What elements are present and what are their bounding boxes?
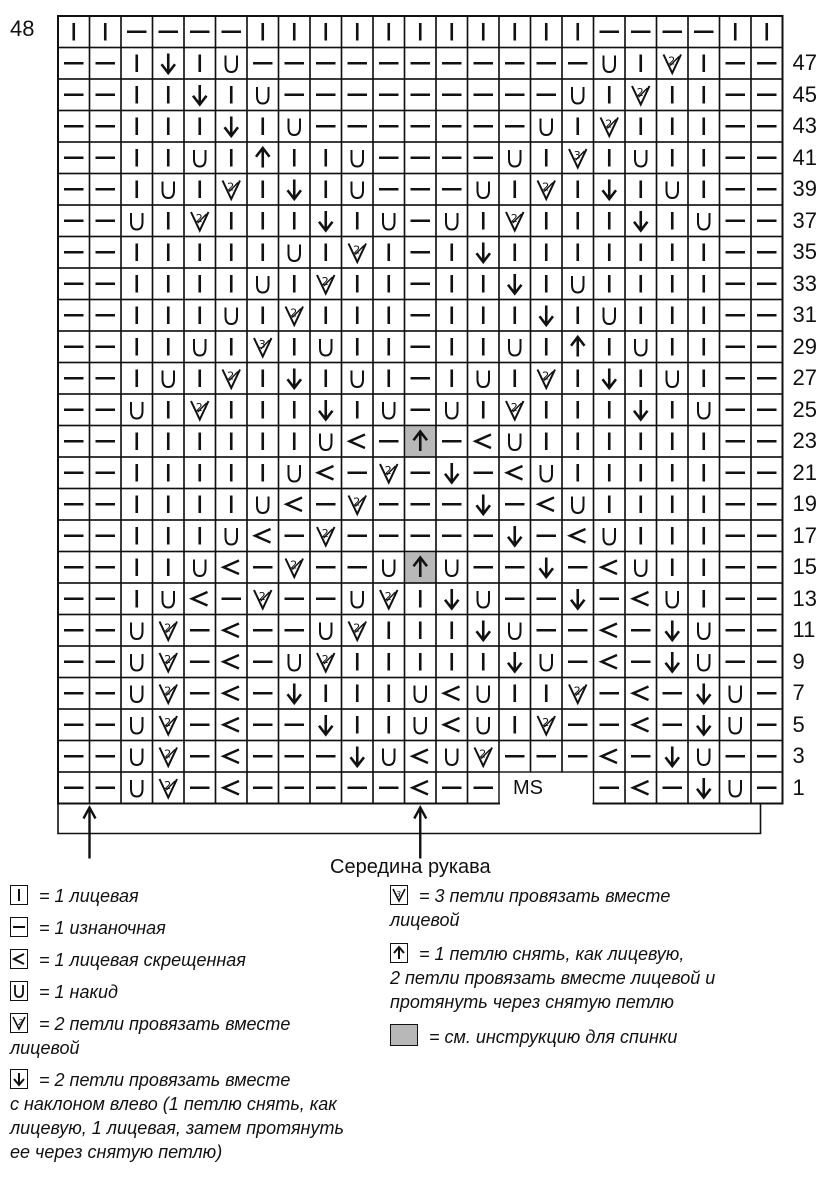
legend-knit	[10, 884, 139, 908]
row-label: 19	[792, 491, 817, 517]
legend-yo	[10, 980, 118, 1004]
svg-text:3: 3	[258, 338, 266, 351]
legend-ssk-cont-2	[10, 1116, 344, 1140]
sk2p-icon	[390, 943, 408, 963]
legend-ssk-text-4: ее через снятую петлю)	[10, 1142, 223, 1162]
ssk-icon	[10, 1069, 28, 1089]
svg-text:2: 2	[605, 117, 613, 131]
svg-text:2: 2	[164, 747, 172, 761]
svg-text:3: 3	[396, 890, 402, 899]
svg-text:2: 2	[479, 747, 487, 761]
svg-text:2: 2	[18, 1018, 24, 1027]
legend-ssk-text-1: = 2 петли провязать вместе	[39, 1070, 291, 1090]
chart-cell	[405, 552, 437, 584]
svg-text:2: 2	[164, 621, 172, 635]
row-label: 27	[792, 365, 817, 391]
row-label: 17	[792, 522, 817, 548]
svg-text:2: 2	[542, 369, 550, 383]
legend-ssk-cont-3	[10, 1140, 222, 1164]
k3tog-icon	[390, 885, 408, 905]
row-label: 13	[792, 585, 817, 611]
legend-gray	[390, 1024, 677, 1049]
svg-text:2: 2	[636, 86, 644, 99]
svg-text:2: 2	[195, 401, 203, 414]
legend-gray-text: = см. инструкцию для спинки	[429, 1027, 678, 1047]
svg-text:2: 2	[290, 306, 298, 320]
row-label: 25	[792, 396, 817, 422]
row-label-48: 48	[10, 16, 35, 41]
row-label: 39	[792, 176, 817, 202]
yarn-over-icon	[10, 981, 28, 1001]
legend-sk2p-text-1: = 1 петлю снять, как лицевую,	[419, 944, 685, 964]
svg-text:2: 2	[573, 684, 581, 698]
svg-text:2: 2	[668, 54, 676, 68]
row-label: 35	[792, 239, 817, 265]
legend-sk2p-cont-1	[390, 966, 715, 990]
legend-knit-text: = 1 лицевая	[39, 886, 139, 906]
row-label: 37	[792, 207, 817, 233]
svg-text:2: 2	[321, 275, 329, 288]
purl-icon	[10, 917, 28, 937]
row-label: 43	[792, 113, 817, 139]
legend-ssk	[10, 1068, 290, 1092]
svg-text:2: 2	[321, 653, 329, 666]
chart-cell	[405, 426, 437, 458]
svg-text:2: 2	[353, 243, 361, 257]
legend-purl-text: = 1 изнаночная	[39, 918, 166, 938]
row-label: 41	[792, 144, 817, 170]
legend-k2tog-text-2: лицевой	[10, 1038, 80, 1058]
row-label: 7	[792, 680, 805, 706]
svg-text:2: 2	[384, 590, 392, 603]
row-label: 1	[792, 774, 805, 800]
ms-label: MS	[513, 777, 543, 799]
svg-text:2: 2	[290, 558, 298, 572]
svg-text:2: 2	[353, 621, 361, 635]
row-label: 29	[792, 333, 817, 359]
legend-k3tog	[390, 884, 670, 908]
bottom-bracket	[58, 804, 761, 834]
legend-k2tog-text-1: = 2 петли провязать вместе	[39, 1014, 291, 1034]
row-label: 5	[792, 711, 805, 737]
knit-icon	[10, 885, 28, 905]
row-label: 23	[792, 428, 817, 454]
row-label: 15	[792, 554, 817, 580]
svg-text:2: 2	[164, 684, 172, 698]
k2tog-icon	[10, 1013, 28, 1033]
legend-ssk-cont-1	[10, 1092, 337, 1116]
legend	[10, 884, 830, 1194]
legend-k2tog-cont	[10, 1036, 80, 1060]
svg-text:2: 2	[353, 495, 361, 509]
svg-text:2: 2	[321, 527, 329, 540]
svg-text:2: 2	[227, 369, 235, 383]
legend-sk2p	[390, 942, 684, 966]
svg-text:2: 2	[542, 716, 550, 729]
legend-k3tog-text-1: = 3 петли провязать вместе	[419, 886, 671, 906]
legend-ssk-text-3: лицевую, 1 лицевая, затем протянуть	[10, 1118, 344, 1138]
legend-sk2p-text-2: 2 петли провязать вместе лицевой и	[390, 968, 716, 988]
row-label: 11	[792, 617, 816, 643]
svg-text:2: 2	[384, 464, 392, 477]
chart-caption: Середина рукава	[330, 856, 491, 878]
row-label: 33	[792, 270, 817, 296]
legend-sk2p-text-3: протянуть через снятую петлю	[390, 992, 674, 1012]
svg-text:2: 2	[164, 716, 172, 729]
row-label: 9	[792, 648, 805, 674]
svg-text:2: 2	[227, 180, 235, 194]
row-label: 45	[792, 81, 817, 107]
twisted-knit-icon	[10, 949, 28, 969]
legend-k2tog	[10, 1012, 290, 1036]
svg-text:2: 2	[510, 401, 518, 414]
legend-twisted-text: = 1 лицевая скрещенная	[39, 950, 246, 970]
legend-k3tog-cont	[390, 908, 460, 932]
svg-text:2: 2	[195, 212, 203, 225]
legend-k3tog-text-2: лицевой	[390, 910, 460, 930]
legend-yo-text: = 1 накид	[39, 982, 118, 1002]
svg-text:2: 2	[510, 212, 518, 225]
legend-purl	[10, 916, 166, 940]
svg-text:2: 2	[164, 653, 172, 666]
svg-text:2: 2	[164, 779, 172, 792]
legend-sk2p-cont-2	[390, 990, 674, 1014]
svg-text:2: 2	[542, 180, 550, 194]
legend-ssk-text-2: с наклоном влево (1 петлю снять, как	[10, 1094, 337, 1114]
svg-text:2: 2	[258, 590, 266, 603]
gray-cell-icon	[390, 1024, 418, 1046]
row-label: 47	[792, 50, 817, 76]
svg-text:3: 3	[573, 149, 581, 162]
row-label: 3	[792, 743, 805, 769]
row-label: 31	[792, 302, 817, 328]
row-label: 21	[792, 459, 817, 485]
legend-twisted	[10, 948, 246, 972]
